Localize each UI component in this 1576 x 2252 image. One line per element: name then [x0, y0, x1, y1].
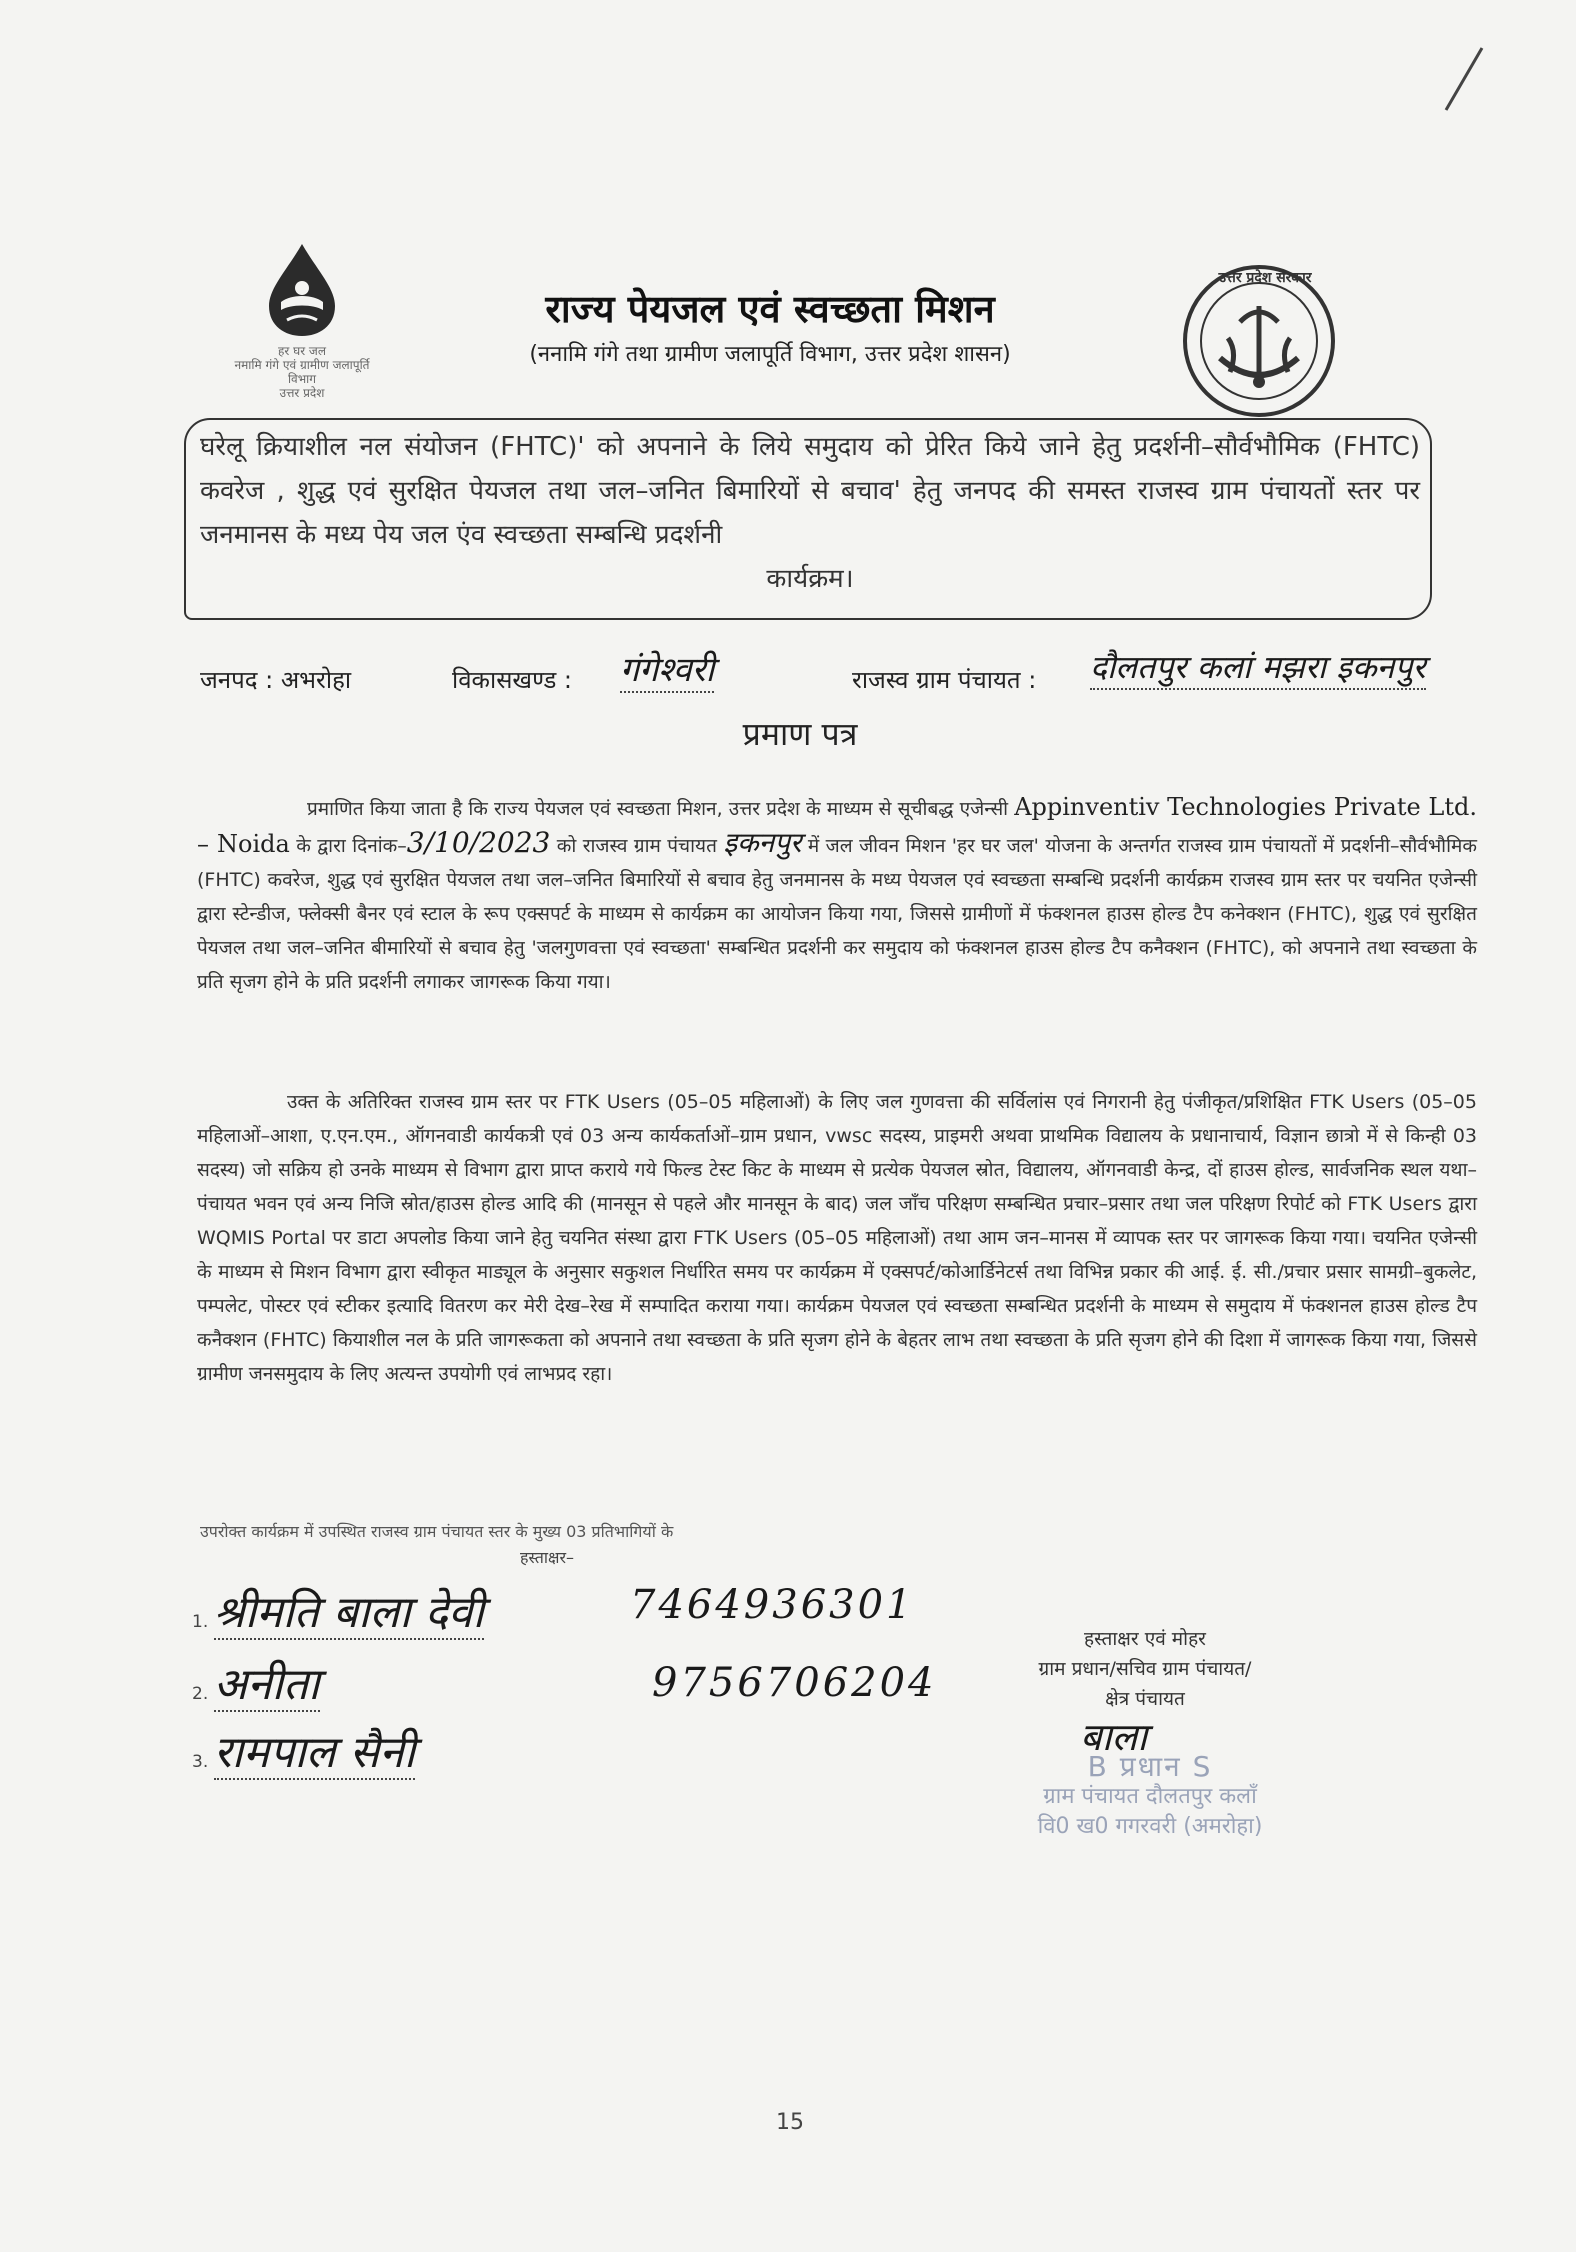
program-date: 3/10/2023: [406, 826, 551, 859]
block-value: गंगेश्वरी: [620, 645, 714, 693]
panchayat-value: दौलतपुर कलां मझरा इकनपुर: [1090, 645, 1426, 690]
logo-caption: हर घर जल नमामि गंगे एवं ग्रामीण जलापूर्ति विभाग उत्तर प्रदेश: [234, 344, 370, 400]
page-title: राज्य पेयजल एवं स्वच्छता मिशन: [545, 287, 995, 331]
stamp-block: वि0 ख0 गगरवरी (अमरोहा): [1037, 1814, 1263, 1839]
participant-phone-1: 7464936301: [630, 1582, 915, 1628]
water-drop-icon: [257, 240, 347, 340]
participant-name: श्रीमति बाला देवी: [213, 1587, 484, 1638]
participant-signature-2: [192, 1652, 320, 1712]
authority-block: [945, 1624, 1345, 1714]
p1-intro: प्रमाणित किया जाता है कि राज्य पेयजल एवं स्वच्छता मिशन, उत्तर प्रदेश के माध्यम से सूचीबद्ध एजेन्सी: [307, 798, 1009, 820]
program-text-end: कार्यक्रम।: [766, 564, 854, 594]
participant-name: अनीता: [213, 1659, 320, 1710]
certificate-title: प्रमाण पत्र: [742, 715, 858, 753]
block-label: विकासखण्ड :: [452, 666, 573, 694]
p1-village-prefix: को राजस्व ग्राम पंचायत: [556, 835, 717, 857]
village-name: इकनपुर: [723, 826, 802, 859]
panchayat-label: राजस्व ग्राम पंचायत :: [852, 666, 1037, 694]
authority-role-2: क्षेत्र पंचायत: [1105, 1688, 1185, 1710]
certificate-paragraph-2: उक्त के अतिरिक्त राजस्व ग्राम स्तर पर FTK Users (05–05 महिलाओं) के लिए जल गुणवत्ता की सर्विलांस एवं निगरानी हेतु पंजीकृत/प्रशिक्षित FTK Users (05–05 महिलाओं–आशा, ए.एन.एम., ऑगनवाडी कार्यकत्री एवं 03 अन्य कार्यकर्ताओं–ग्राम प्रधान, vwsc सदस्य, प्राइमरी अथवा प्राथमिक विद्यालय के प्रधानाचार्य, विज्ञान छात्रो में से किन्ही 03 सदस्य) जो सक्रिय हो उनके माध्यम से विभाग द्वारा प्राप्त कराये गये फिल्ड टेस्ट किट के माध्यम से प्रत्येक पेयजल स्रोत, विद्यालय, ऑगनवाडी केन्द्र, दों हाउस होल्ड, सार्वजनिक स्थल यथा–पंचायत भवन एवं अन्य निजि स्रोत/हाउस होल्ड आदि की (मानसून से पहले और मानसून के बाद) जल जाँच परिक्षण सम्बन्धित प्रचार–प्रसार तथा जल परिक्षण रिपोर्ट को FTK Users द्वारा WQMIS Portal पर डाटा अपलोड किया जाने हेतु चयनित संस्था द्वारा FTK Users (05–05 महिलाओं) तथा आम जन–मानस में व्यापक स्तर पर जागरूक किया गया। चयनित एजेन्सी के माध्यम से मिशन विभाग द्वारा स्वीकृत माड्यूल के अनुसार सकुशल निर्धारित समय पर कार्यक्रम में एक्सपर्ट/कोआर्डिनेटर्स तथा विभिन्न प्रकार की आई. ई. सी./प्रचार प्रसार सामग्री–बुकलेट, पम्पलेट, पोस्टर एवं स्टीकर इत्यादि वितरण कर मेरी देख–रेख में सम्पादित कराया गया। कार्यक्रम पेयजल एवं स्वच्छता सम्बन्धित प्रदर्शनी के माध्यम से समुदाय में फंक्शनल हाउस होल्ड टैप कनैक्शन (FHTC) कियाशील नल के प्रति जागरूकता को अपनाने तथा स्वच्छता के प्रति सृजग होने के बेहतर लाभ तथा स्वच्छता के प्रति सृजग होने की दिशा में जागरूक किया गया, जिससे ग्रामीण जनसमुदाय के लिए अत्यन्त उपयोगी एवं लाभप्रद रहा।: [197, 1091, 1477, 1385]
participant-number: 2.: [192, 1684, 209, 1704]
participant-signature-3: [192, 1720, 415, 1780]
signature-note: उपरोक्त कार्यक्रम में उपस्थित राजस्व ग्राम पंचायत स्तर के मुख्य 03 प्रतिभागियों के: [200, 1522, 674, 1541]
participant-phone-2: 9756706204: [652, 1660, 937, 1706]
har-ghar-jal-logo: [232, 240, 372, 400]
authority-signature: बाला: [1080, 1715, 1148, 1759]
program-text: घरेलू क्रियाशील नल संयोजन (FHTC)' को अपनाने के लिये समुदाय को प्रेरित किये जाने हेतु प्रदर्शनी–सौर्वभौमिक (FHTC) कवरेज , शुद्ध एवं सुरक्षित पेयजल तथा जल–जनित बिमारियों से बचाव' हेतु जनपद की समस्त राजस्व ग्राम पंचायतों स्तर पर जनमानस के मध्य पेय जल एंव स्वच्छता सम्बन्धि प्रदर्शनी: [200, 432, 1420, 550]
pradhan-stamp: [990, 1752, 1310, 1842]
program-description: [200, 425, 1420, 601]
participant-number: 1.: [192, 1612, 209, 1632]
authority-role: ग्राम प्रधान/सचिव ग्राम पंचायत/: [1038, 1658, 1252, 1680]
signature-note-suffix: हस्ताक्षर–: [520, 1548, 575, 1567]
stamp-village: ग्राम पंचायत दौलतपुर कलाँ: [1043, 1784, 1257, 1809]
seal-caption: उत्तर प्रदेश सरकार: [1218, 270, 1312, 286]
p1-rest: में जल जीवन मिशन 'हर घर जल' योजना के अन्तर्गत राजस्व ग्राम पंचायतों में प्रदर्शनी–सौर्वभौमिक (FHTC) कवरेज, शुद्ध एवं सुरक्षित पेयजल तथा जल–जनित बिमारियों से बचाव हेतु जनमानस के मध्य पेयजल एवं स्वच्छता सम्बन्धि प्रदर्शनी कार्यक्रम राजस्व ग्राम स्तर पर चयनित एजेन्सी द्वारा स्टेन्डीज, फ्लेक्सी बैनर एवं स्टाल के रूप एक्सपर्ट के माध्यम से कार्यक्रम का आयोजन किया गया, जिससे ग्रामीणों में फंक्शनल हाउस होल्ड टैप कनेक्शन (FHTC), शुद्ध एवं सुरक्षित पेयजल तथा जल–जनित बीमारियों से बचाव हेतु 'जलगुणवत्ता एवं स्वच्छता' सम्बन्धित प्रदर्शनी कर समुदाय को फंक्शनल हाउस होल्ड टैप कनैक्शन (FHTC), को अपनाने तथा स्वच्छता के प्रति सृजग होने के प्रति प्रदर्शनी लगाकर जागरूक किया गया।: [197, 835, 1477, 993]
certificate-paragraph-1: [197, 790, 1477, 999]
agency-name: Appinventiv Technologies Private Ltd. – Noida: [197, 793, 1477, 858]
district-label: जनपद : अभरोहा: [200, 666, 352, 694]
authority-label: हस्ताक्षर एवं मोहर: [1084, 1628, 1206, 1650]
participant-number: 3.: [192, 1752, 209, 1772]
page-number: 15: [776, 2110, 804, 2135]
stamp-title: B प्रधान S: [1087, 1750, 1213, 1783]
pen-stroke-mark: [1438, 44, 1488, 114]
location-line: [200, 645, 1570, 695]
participant-signature-1: [192, 1580, 484, 1640]
p1-date-prefix: के द्वारा दिनांक–: [296, 835, 407, 857]
page-subtitle: (ननामि गंगे तथा ग्रामीण जलापूर्ति विभाग, उत्तर प्रदेश शासन): [529, 342, 1011, 367]
participant-name: रामपाल सैनी: [213, 1727, 416, 1778]
